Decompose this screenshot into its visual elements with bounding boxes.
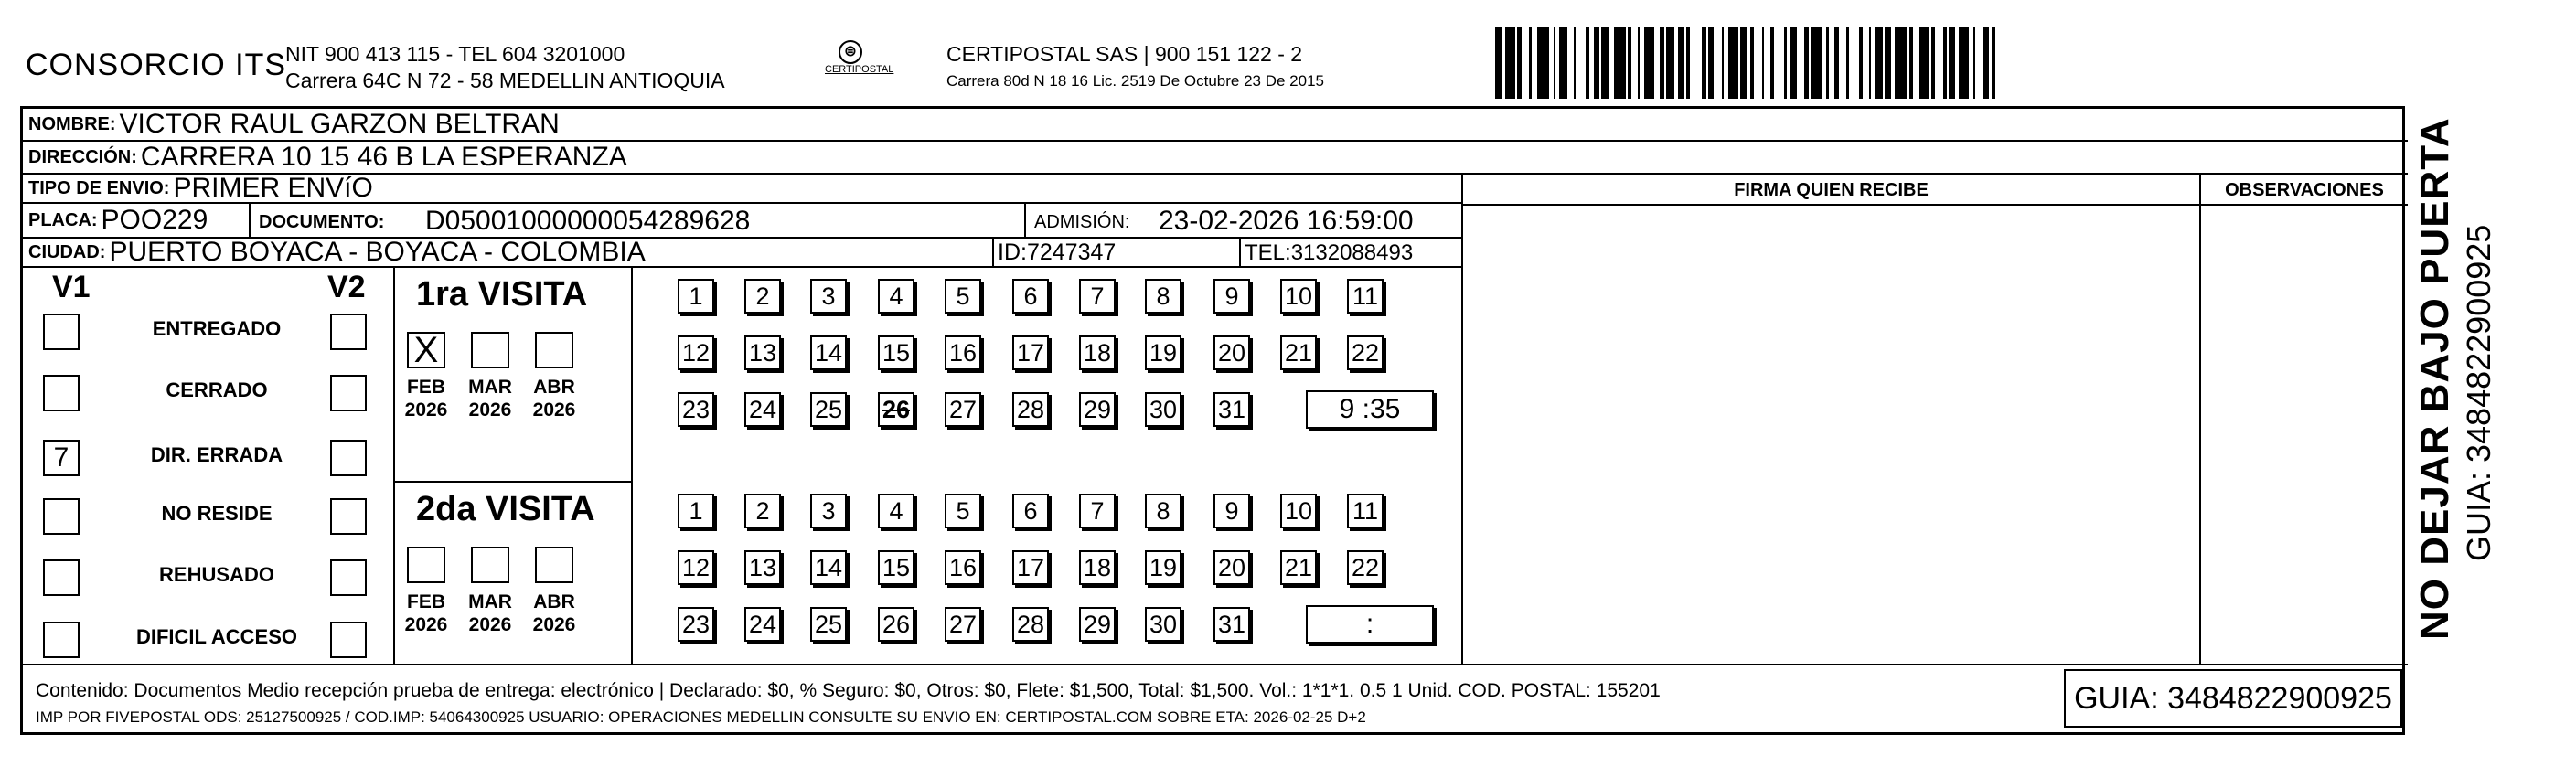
barcode-bar [1714, 27, 1722, 99]
day-box[interactable]: 13 [744, 550, 781, 585]
day-box[interactable]: 4 [878, 494, 914, 528]
day-box[interactable]: 4 [878, 279, 914, 314]
v2-checkbox[interactable] [330, 375, 367, 411]
license-line: Carrera 80d N 18 16 Lic. 2519 De Octubre 23 De 2015 [946, 72, 1324, 90]
month-label: FEB 2026 [404, 377, 448, 420]
day-box[interactable]: 19 [1145, 550, 1181, 585]
day-box[interactable]: 22 [1347, 550, 1384, 585]
v1-checkbox[interactable] [43, 559, 80, 596]
row-placa: PLACA: POO229 DOCUMENTO: D05001000000054289628 ADMISIÓN: 23-02-2026 16:59:00 [23, 204, 1461, 239]
time-box[interactable]: 9 :35 [1306, 390, 1434, 429]
barcode [1495, 27, 2008, 99]
certipostal-logo: ⊜ CERTIPOSTAL [825, 40, 876, 86]
barcode-bar [1532, 27, 1538, 99]
day-box[interactable]: 26 [878, 392, 914, 427]
guia-number: GUIA: 3484822900925 [2064, 669, 2402, 728]
v1-checkbox[interactable] [43, 314, 80, 350]
barcode-bar [1875, 27, 1883, 99]
v2-checkbox[interactable] [330, 498, 367, 535]
status-option-label: REHUSADO [159, 563, 274, 586]
day-box[interactable]: 5 [945, 494, 981, 528]
delivery-form [20, 106, 2405, 735]
day-box[interactable]: 23 [678, 607, 714, 642]
v1-header: V1 [52, 270, 91, 304]
day-box[interactable]: 25 [810, 392, 847, 427]
v1-checkbox[interactable] [43, 498, 80, 535]
day-box[interactable]: 29 [1079, 607, 1116, 642]
document-number: D05001000000054289628 [425, 206, 751, 236]
barcode-bar [1895, 27, 1907, 99]
side-warning: NO DEJAR BAJO PUERTA [2412, 117, 2457, 640]
status-option-label: DIFICIL ACCESO [135, 625, 297, 648]
logo-emblem-icon: ⊜ [839, 40, 862, 64]
visit-title: 1ra VISITA [416, 275, 588, 314]
month-label: MAR 2026 [468, 591, 512, 635]
barcode-bar [1811, 27, 1822, 99]
admission-datetime: 23-02-2026 16:59:00 [1159, 206, 1414, 236]
row-nombre: NOMBRE: VICTOR RAUL GARZON BELTRAN [23, 109, 2408, 142]
barcode-bar [1790, 27, 1797, 99]
signature-area[interactable] [1463, 206, 2197, 663]
day-box[interactable]: 1 [678, 279, 714, 314]
day-box[interactable]: 16 [945, 335, 981, 370]
v2-checkbox[interactable] [330, 622, 367, 658]
row-ciudad: CIUDAD: PUERTO BOYACA - BOYACA - COLOMBIA ID:7247347 TEL:3132088493 [23, 239, 1461, 268]
day-box[interactable]: 3 [810, 279, 847, 314]
barcode-bar [1754, 27, 1762, 99]
barcode-bar [1829, 27, 1835, 99]
day-box[interactable]: 30 [1145, 392, 1181, 427]
company-contact [285, 41, 725, 94]
visit-title: 2da VISITA [416, 490, 595, 528]
day-box[interactable]: 25 [810, 607, 847, 642]
day-box[interactable]: 20 [1213, 550, 1250, 585]
day-box[interactable]: 17 [1012, 335, 1049, 370]
month-label: ABR 2026 [532, 591, 576, 635]
observaciones-header: OBSERVACIONES [2225, 180, 2384, 200]
month-checkbox[interactable] [471, 332, 509, 368]
barcode-bar [1797, 27, 1805, 99]
day-box[interactable]: 28 [1012, 607, 1049, 642]
month-checkbox[interactable] [471, 547, 509, 583]
day-box[interactable]: 2 [744, 279, 781, 314]
barcode-bar [1995, 27, 2007, 99]
address-line: Carrera 64C N 72 - 58 MEDELLIN ANTIOQUIA [285, 69, 725, 92]
day-box[interactable]: 10 [1280, 494, 1317, 528]
day-box[interactable]: 18 [1079, 335, 1116, 370]
day-box[interactable]: 8 [1145, 279, 1181, 314]
day-box[interactable]: 28 [1012, 392, 1049, 427]
day-box[interactable]: 18 [1079, 550, 1116, 585]
day-box[interactable]: 7 [1079, 279, 1116, 314]
day-box[interactable]: 9 [1213, 494, 1250, 528]
row-direccion: DIRECCIÓN: CARRERA 10 15 46 B LA ESPERANZA [23, 142, 2408, 175]
day-box[interactable]: 12 [678, 335, 714, 370]
side-guia: GUIA: 3484822900925 [2460, 224, 2497, 561]
day-box[interactable]: 17 [1012, 550, 1049, 585]
day-box[interactable]: 3 [810, 494, 847, 528]
content-summary: Contenido: Documentos Medio recepción prueba de entrega: electrónico | Declarado: $0, % Seguro: $0, Otros: $0, Flete: $1,500, Total: $1,500. Vol.: 1*1*1. 0.5 1 Unid. COD. POSTAL: 155201 [36, 680, 1661, 701]
carrier-line: CERTIPOSTAL SAS | 900 151 122 - 2 [946, 42, 1303, 66]
day-box[interactable]: 31 [1213, 607, 1250, 642]
v2-header: V2 [327, 270, 366, 304]
barcode-bar [1614, 27, 1626, 99]
day-box[interactable]: 12 [678, 550, 714, 585]
recipient-name: VICTOR RAUL GARZON BELTRAN [119, 109, 560, 139]
barcode-bar [1594, 27, 1600, 99]
barcode-bar [1913, 27, 1919, 99]
barcode-bar [1601, 27, 1609, 99]
day-box[interactable]: 15 [878, 550, 914, 585]
observations-area[interactable] [2201, 206, 2406, 663]
month-label: MAR 2026 [468, 377, 512, 420]
day-box[interactable]: 6 [1012, 494, 1049, 528]
day-box[interactable]: 30 [1145, 607, 1181, 642]
day-box[interactable]: 23 [678, 392, 714, 427]
day-box[interactable]: 11 [1347, 279, 1384, 314]
barcode-bar [1935, 27, 1943, 99]
barcode-bar [1728, 27, 1738, 99]
barcode-bar [1959, 27, 1969, 99]
nit-line: NIT 900 413 115 - TEL 604 3201000 [285, 42, 625, 66]
month-checkbox[interactable] [535, 547, 573, 583]
shipment-type: PRIMER ENVíO [173, 173, 373, 203]
recipient-phone: TEL:3132088493 [1245, 240, 1414, 265]
barcode-bar [1567, 27, 1574, 99]
city: PUERTO BOYACA - BOYACA - COLOMBIA [109, 237, 646, 267]
v2-checkbox[interactable] [330, 559, 367, 596]
day-box[interactable]: 14 [810, 550, 847, 585]
month-checkbox[interactable] [407, 547, 445, 583]
barcode-bar [1863, 27, 1869, 99]
day-box[interactable]: 16 [945, 550, 981, 585]
barcode-bar [1975, 27, 1983, 99]
day-box[interactable]: 1 [678, 494, 714, 528]
v1-checkbox[interactable]: 7 [43, 440, 80, 476]
day-box[interactable]: 8 [1145, 494, 1181, 528]
day-box[interactable]: 14 [810, 335, 847, 370]
status-option-label: DIR. ERRADA [150, 443, 283, 466]
status-option-label: CERRADO [166, 378, 268, 401]
barcode-bar [1559, 27, 1567, 99]
barcode-bar [1839, 27, 1847, 99]
day-box[interactable]: 22 [1347, 335, 1384, 370]
barcode-bar [1537, 27, 1549, 99]
v2-checkbox[interactable] [330, 314, 367, 350]
barcode-bar [1764, 27, 1770, 99]
barcode-bar [1919, 27, 1929, 99]
day-box[interactable]: 24 [744, 392, 781, 427]
barcode-bar [1983, 27, 1990, 99]
barcode-bar [1740, 27, 1747, 99]
barcode-bar [1885, 27, 1891, 99]
day-box[interactable]: 31 [1213, 392, 1250, 427]
day-box[interactable]: 19 [1145, 335, 1181, 370]
barcode-bar [1949, 27, 1955, 99]
barcode-bar [1690, 27, 1702, 99]
day-box[interactable]: 9 [1213, 279, 1250, 314]
barcode-bar [1774, 27, 1784, 99]
month-label: ABR 2026 [532, 377, 576, 420]
barcode-bar [1678, 27, 1684, 99]
day-box[interactable]: 5 [945, 279, 981, 314]
day-box[interactable]: 7 [1079, 494, 1116, 528]
barcode-bar [1631, 27, 1638, 99]
print-info: IMP POR FIVEPOSTAL ODS: 25127500925 / COD.IMP: 54064300925 USUARIO: OPERACIONES MEDELLIN CONSULTE SU ENVIO EN: CERTIPOSTAL.COM SOBRE ETA: 2026-02-25 D+2 [36, 708, 1366, 726]
barcode-bar [1654, 27, 1661, 99]
month-label: FEB 2026 [404, 591, 448, 635]
barcode-bar [1666, 27, 1674, 99]
company-name: CONSORCIO ITS [26, 48, 287, 82]
barcode-bar [1708, 27, 1715, 99]
day-box[interactable]: 21 [1280, 335, 1317, 370]
v2-checkbox[interactable] [330, 440, 367, 476]
v1-checkbox[interactable] [43, 375, 80, 411]
day-box[interactable]: 24 [744, 607, 781, 642]
barcode-bar [1505, 27, 1515, 99]
placa-value: POO229 [101, 205, 208, 235]
v1-checkbox[interactable] [43, 622, 80, 658]
carrier-info [946, 41, 1324, 94]
day-box[interactable]: 6 [1012, 279, 1049, 314]
barcode-bar [1495, 27, 1502, 99]
day-box[interactable]: 2 [744, 494, 781, 528]
firma-header: FIRMA QUIEN RECIBE [1734, 180, 1929, 200]
month-checkbox[interactable]: X [407, 332, 445, 368]
day-box[interactable]: 10 [1280, 279, 1317, 314]
day-box[interactable]: 26 [878, 607, 914, 642]
day-box[interactable]: 11 [1347, 494, 1384, 528]
day-box[interactable]: 20 [1213, 335, 1250, 370]
barcode-bar [1849, 27, 1859, 99]
month-checkbox[interactable] [535, 332, 573, 368]
day-box[interactable]: 27 [945, 607, 981, 642]
day-box[interactable]: 27 [945, 392, 981, 427]
status-option-label: NO RESIDE [161, 502, 273, 525]
barcode-bar [1644, 27, 1654, 99]
recipient-address: CARRERA 10 15 46 B LA ESPERANZA [140, 142, 627, 172]
day-box[interactable]: 21 [1280, 550, 1317, 585]
time-box[interactable]: : [1306, 605, 1434, 644]
recipient-id: ID:7247347 [998, 239, 1117, 265]
day-box[interactable]: 13 [744, 335, 781, 370]
barcode-bar [1522, 27, 1530, 99]
day-box[interactable]: 29 [1079, 392, 1116, 427]
day-box[interactable]: 15 [878, 335, 914, 370]
barcode-bar [1576, 27, 1586, 99]
row-tipo: TIPO DE ENVIO: PRIMER ENVíO [23, 175, 1461, 204]
status-option-label: ENTREGADO [152, 317, 282, 340]
